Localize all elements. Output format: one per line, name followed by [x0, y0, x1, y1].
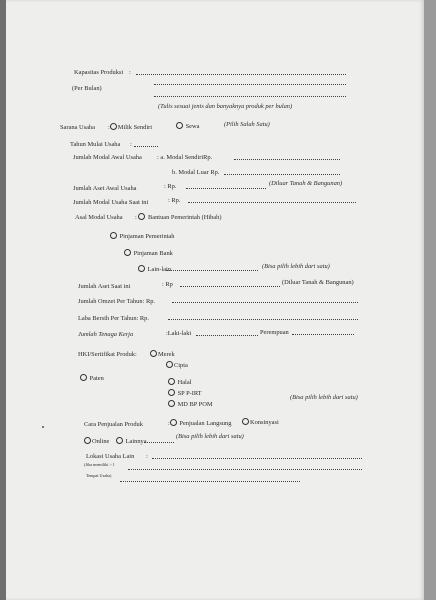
- md-bp-pom-label: MD BP POM: [177, 401, 213, 408]
- penjualan-langsung-label: Penjualan Langsung: [179, 420, 232, 427]
- radio-md-bp-pom[interactable]: [168, 400, 175, 407]
- penjualan-opt-langsung: [168, 419, 231, 427]
- modal-sendiri-label: : a. Modal SendiriRp.: [157, 154, 213, 161]
- aset-awal-label: Jumlah Aset Awal Usaha: [73, 185, 137, 192]
- radio-merek[interactable]: [150, 350, 157, 357]
- kapasitas-fill-line-3[interactable]: [154, 96, 346, 97]
- lokasi-colon: :: [146, 453, 148, 460]
- sp-pirt-label: SP P-IRT: [177, 390, 202, 397]
- radio-lainnya[interactable]: [116, 437, 123, 444]
- asal-modal-label: Asal Modal Usaha: [75, 214, 123, 221]
- tahun-colon: :: [130, 141, 132, 148]
- radio-online[interactable]: [84, 437, 91, 444]
- kapasitas-fill-line-2[interactable]: [154, 84, 346, 85]
- penjualan-note: (Bisa pilih lebih dari satu): [176, 433, 244, 440]
- aset-saat-ini-rp: : Rp: [162, 281, 173, 288]
- hki-label: HKI/Sertifikat Produk:: [78, 351, 137, 358]
- penjualan-colon: :: [168, 420, 170, 427]
- lokasi-label: Lokasi Usaha Lain: [86, 453, 135, 460]
- radio-bantuan-pemerintah[interactable]: [138, 213, 145, 220]
- hki-opt-merek: [150, 350, 175, 358]
- omzet-label: Jumlah Omzet Per Tahun: Rp.: [78, 298, 155, 305]
- kapasitas-label: Kapasitas Produksi: [74, 69, 124, 76]
- radio-pinjaman-pemerintah[interactable]: [110, 232, 117, 239]
- hki-opt-md-bp-pom: [168, 400, 213, 408]
- modal-luar-fill-line[interactable]: [224, 174, 340, 175]
- sarana-note: (Pilih Salah Satu): [224, 121, 270, 128]
- penjualan-opt-lainnya: [116, 437, 147, 445]
- aset-awal-note: (Diluar Tanah & Bangunan): [269, 180, 343, 187]
- aset-awal-fill-line[interactable]: [186, 188, 266, 189]
- pinjaman-pemerintah-label: Pinjaman Pemerintah: [119, 233, 175, 240]
- modal-sendiri-fill-line[interactable]: [234, 159, 340, 160]
- lokasi-fill-line-1[interactable]: [152, 458, 362, 459]
- lainnya-label: Lainnya: [125, 438, 147, 445]
- sarana-options: [108, 123, 152, 131]
- penjualan-label: Cara Penjualan Produk: [84, 421, 143, 428]
- radio-sp-pirt[interactable]: [168, 389, 175, 396]
- sarana-row: [60, 125, 95, 131]
- modal-luar-label: b. Modal Luar Rp.: [172, 169, 220, 176]
- radio-konsinyasi[interactable]: [242, 418, 249, 425]
- aset-saat-ini-fill-line[interactable]: [180, 286, 280, 287]
- perempuan-fill-line[interactable]: [292, 334, 354, 335]
- lokasi-fill-line-2[interactable]: [128, 469, 362, 470]
- hki-opt-cipta: [166, 361, 188, 369]
- lokasi-fill-line-3[interactable]: [120, 481, 300, 482]
- lokasi-sub-2: Tempat Usaha): [86, 473, 112, 478]
- radio-sewa[interactable]: [176, 122, 183, 129]
- scan-right-edge: [424, 0, 436, 600]
- halal-label: Halal: [177, 379, 192, 386]
- tahun-label: Tahun Mulai Usaha: [70, 141, 121, 148]
- perempuan-label: Perempuan: [260, 329, 289, 336]
- laki-laki-label: :Laki-laki: [166, 330, 192, 337]
- sewa-option: [176, 122, 199, 130]
- lokasi-sub-1: (Jika memiliki > 1: [84, 462, 115, 467]
- asal-modal-opt3: [124, 249, 173, 257]
- kapasitas-colon: :: [129, 69, 131, 76]
- modal-saat-ini-rp: : Rp.: [168, 197, 181, 204]
- radio-milik-sendiri[interactable]: [110, 123, 117, 130]
- radio-halal[interactable]: [168, 378, 175, 385]
- asal-modal-opt2: [110, 232, 174, 240]
- hki-note: (Bisa pilih lebih dari satu): [290, 394, 358, 401]
- omzet-fill-line[interactable]: [172, 302, 358, 303]
- penjualan-opt-online: [84, 437, 109, 445]
- lain-lain-label: Lain-lain: [147, 266, 172, 273]
- sarana-colon: :: [108, 124, 110, 131]
- kapasitas-fill-line-1[interactable]: [136, 74, 346, 75]
- hki-opt-halal: [168, 378, 191, 386]
- laki-laki-fill-line[interactable]: [196, 335, 258, 336]
- radio-cipta[interactable]: [166, 361, 173, 368]
- tahun-fill-line[interactable]: [134, 146, 158, 147]
- sarana-label: Sarana Usaha: [60, 124, 95, 131]
- bantuan-pemerintah-label: Bantuan Pemerintah (Hibah): [148, 214, 222, 221]
- kapasitas-note: (Tulis sesuai jenis dan banyaknya produk per bulan): [158, 103, 293, 110]
- aset-saat-ini-note: (Diluar Tanah & Bangunan): [282, 279, 354, 286]
- laba-fill-line[interactable]: [168, 319, 358, 320]
- radio-lain-lain[interactable]: [138, 265, 145, 272]
- scan-speck: [42, 426, 44, 428]
- asal-modal-colon: :: [135, 214, 137, 221]
- lainnya-fill-line[interactable]: [144, 442, 174, 443]
- online-label: Online: [92, 438, 110, 445]
- hki-opt-paten: [80, 374, 104, 382]
- radio-pinjaman-bank[interactable]: [124, 249, 131, 256]
- kapasitas-sub: (Per Bulan): [72, 85, 102, 92]
- lain-lain-fill-line[interactable]: [166, 270, 258, 271]
- form-page: [6, 0, 424, 600]
- konsinyasi-label: Konsinyasi: [250, 419, 279, 426]
- radio-penjualan-langsung[interactable]: [170, 419, 177, 426]
- aset-saat-ini-label: Jumlah Aset Saat ini: [78, 283, 131, 290]
- asal-modal-opt1: [135, 213, 221, 221]
- asal-modal-note: (Bisa pilih lebih dari satu): [262, 263, 330, 270]
- sewa-label: Sewa: [185, 123, 200, 130]
- modal-saat-ini-fill-line[interactable]: [188, 202, 356, 203]
- radio-paten[interactable]: [80, 374, 87, 381]
- paten-label: Paten: [89, 375, 104, 382]
- laba-label: Laba Bersih Per Tahun: Rp.: [78, 315, 149, 322]
- milik-sendiri-label: Milik Sendiri: [117, 124, 153, 131]
- modal-label: Jumlah Modal Awal Usaha: [73, 154, 142, 161]
- pinjaman-bank-label: Pinjaman Bank: [133, 250, 173, 257]
- aset-awal-rp: : Rp.: [164, 183, 177, 190]
- cipta-label: Cipta: [174, 362, 188, 369]
- penjualan-opt-konsinyasi: [242, 418, 279, 426]
- modal-saat-ini-label: Jumlah Modal Usaha Saat ini: [73, 199, 149, 206]
- merek-label: Merek: [158, 351, 175, 358]
- tenaga-label: Jumlah Tenaga Kerja: [78, 331, 134, 338]
- hki-opt-sp-pirt: [168, 389, 202, 397]
